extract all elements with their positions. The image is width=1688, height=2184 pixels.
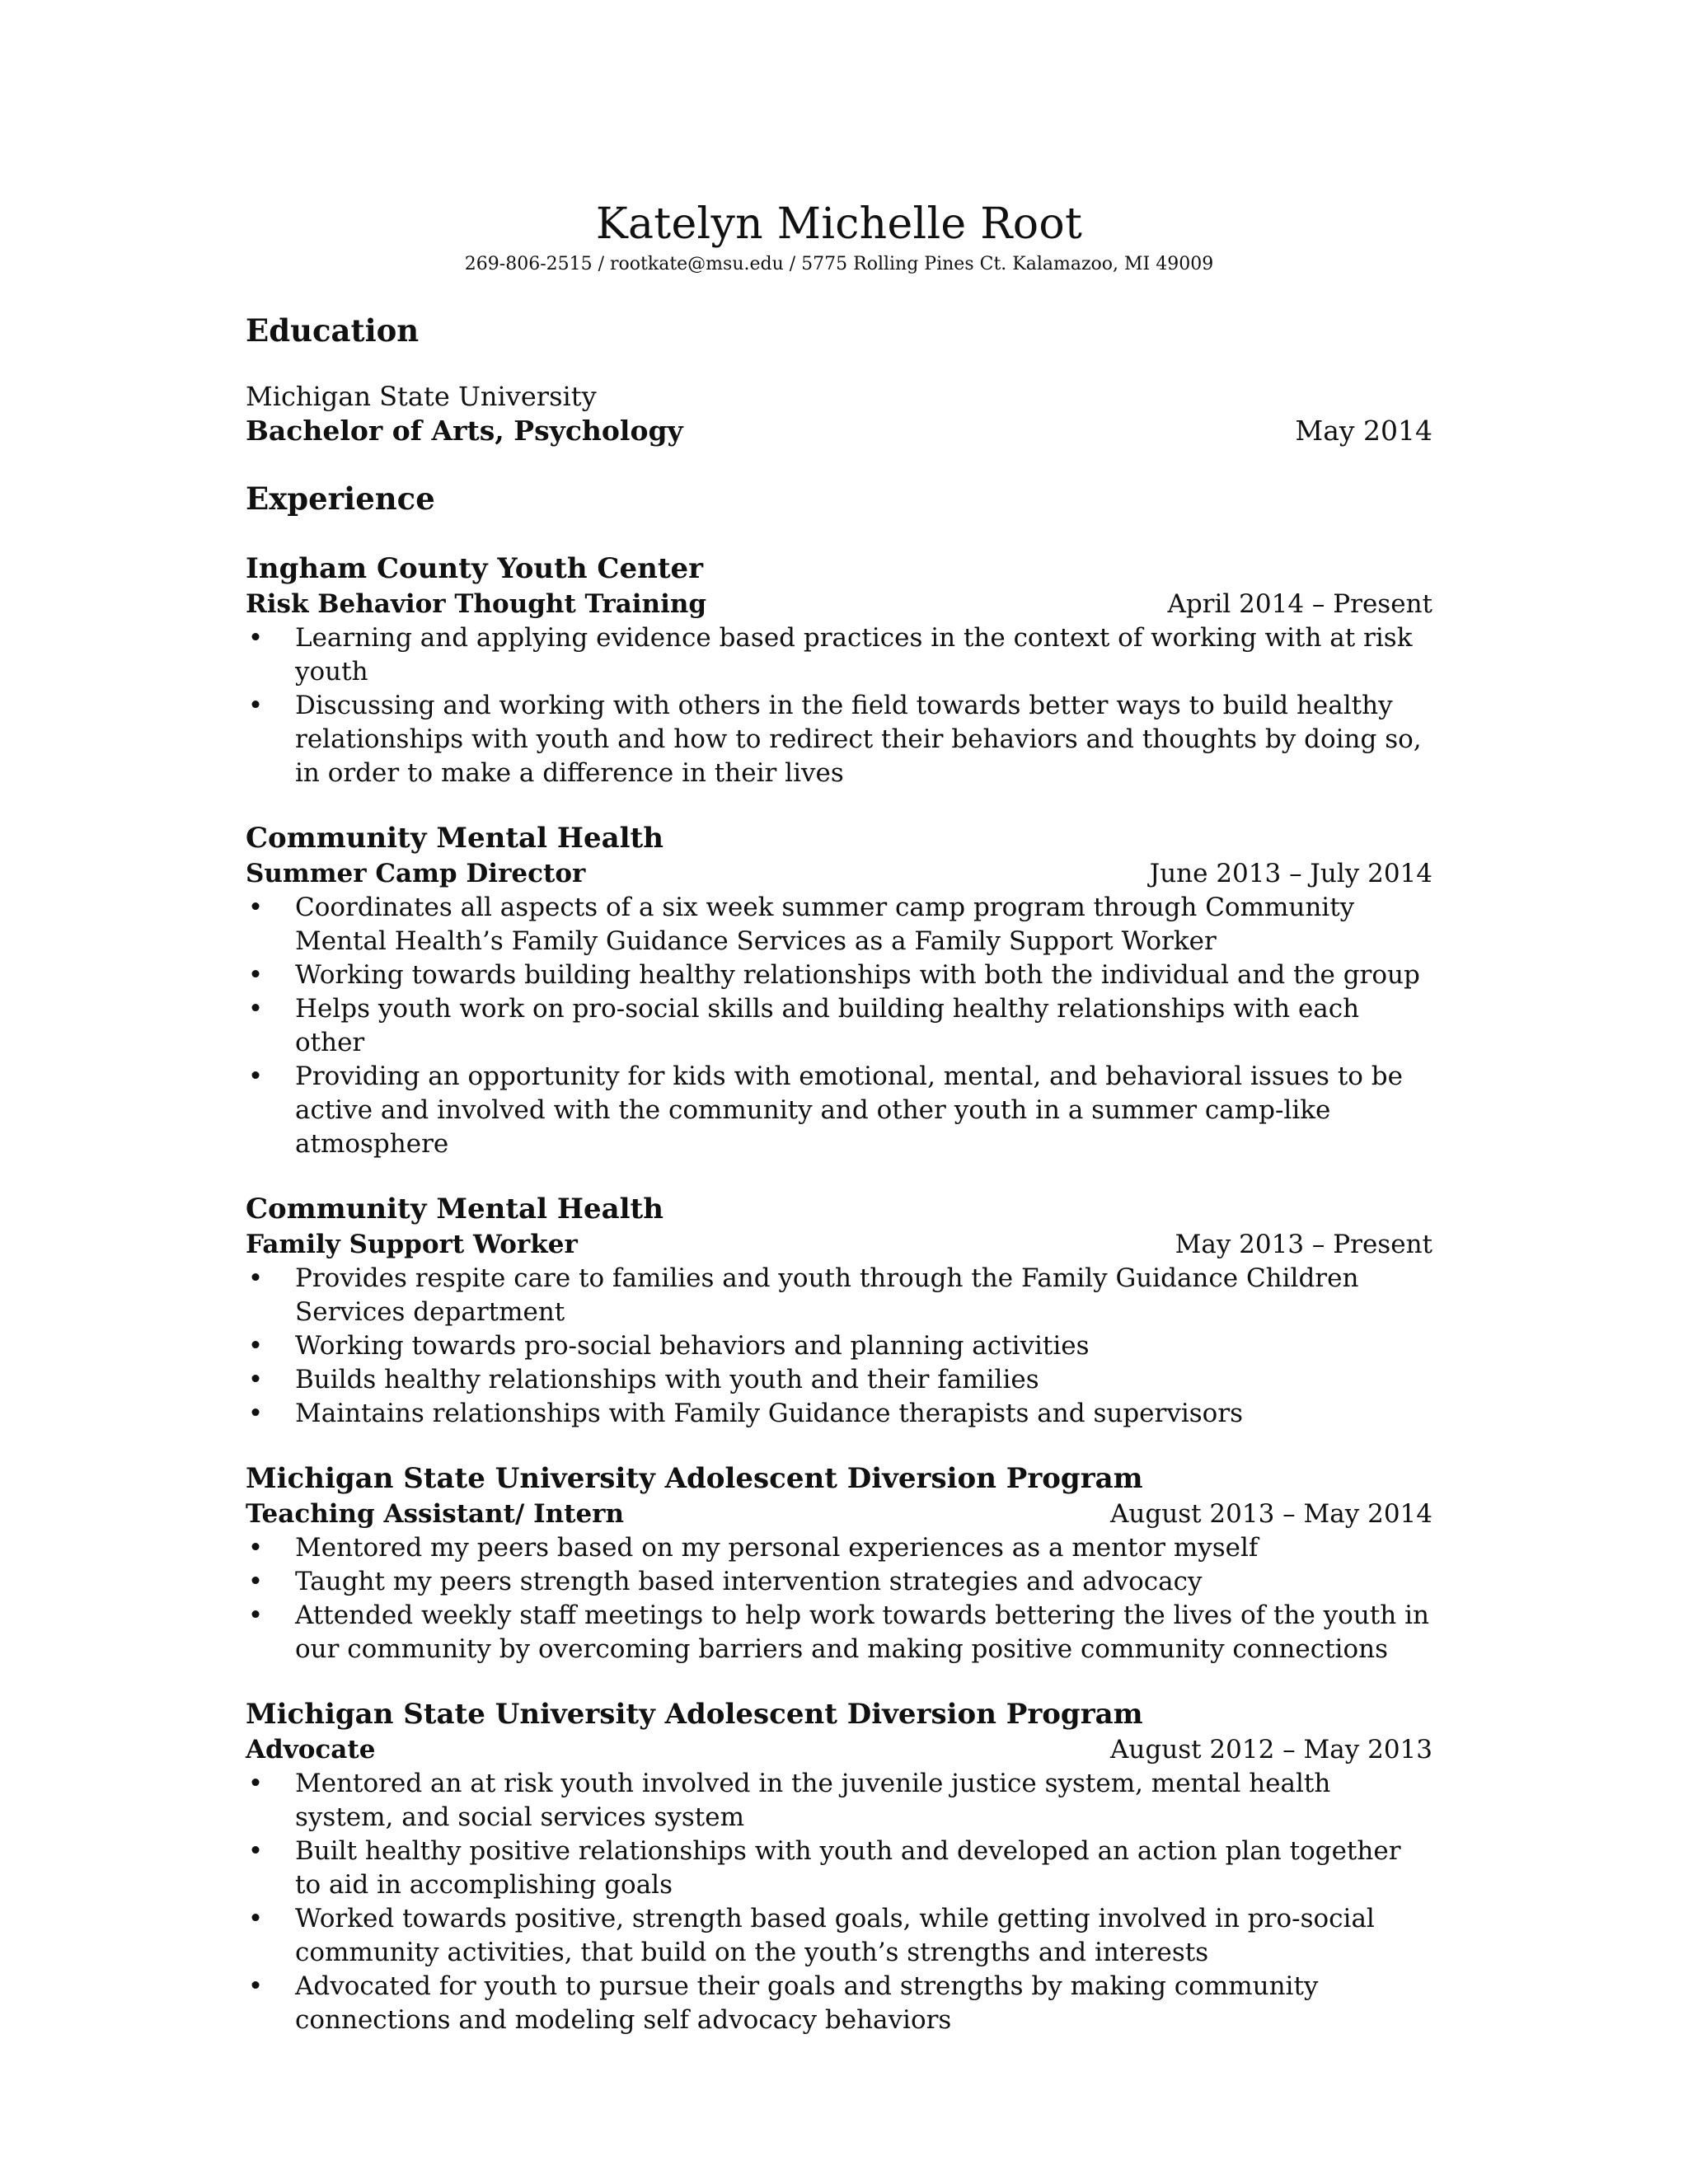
job-organization: Michigan State University Adolescent Diversion Program — [246, 1462, 1143, 1495]
list-item: • Built healthy positive relationships with youth and developed an action plan together to aid in accomplishing goals — [247, 1836, 1401, 1900]
job-organization: Ingham County Youth Center — [246, 552, 704, 585]
job-organization: Michigan State University Adolescent Diversion Program — [246, 1698, 1143, 1731]
job-dates: August 2012 – May 2013 — [1110, 1735, 1432, 1765]
job-role-row — [246, 1227, 1432, 1262]
bullet-icon: • — [247, 1331, 264, 1361]
list-item: • Builds healthy relationships with youth and their families — [246, 1363, 1432, 1397]
bullet-icon: • — [247, 1769, 264, 1798]
bullet-icon: • — [247, 994, 264, 1024]
bullet-icon: • — [247, 1567, 264, 1596]
list-item: • Coordinates all aspects of a six week summer camp program through Community Mental Health’s Family Guidance Services as a Family Support Worker — [247, 893, 1355, 956]
resume-header — [246, 198, 1432, 277]
job-role-row — [246, 587, 1432, 621]
list-item: • Maintains relationships with Family Guidance therapists and supervisors — [246, 1397, 1432, 1431]
candidate-name: Katelyn Michelle Root — [595, 199, 1083, 249]
job-bullets — [246, 891, 1432, 1161]
education-heading: Education — [246, 312, 420, 349]
list-item: • Providing an opportunity for kids with emotional, mental, and behavioral issues to be active and involved with the community and other youth in a summer camp-like atmosphere — [247, 1062, 1403, 1159]
job-entry — [246, 1460, 1432, 1666]
list-item: • Working towards building healthy relationships with both the individual and the group — [246, 958, 1432, 992]
bullet-icon: • — [247, 893, 264, 922]
resume-page — [246, 198, 1432, 2037]
job-bullets — [246, 1531, 1432, 1666]
school-name: Michigan State University — [246, 381, 597, 412]
degree-row — [246, 414, 1432, 448]
job-bullets — [246, 621, 1432, 790]
bullet-icon: • — [247, 960, 264, 990]
bullet-icon: • — [247, 1365, 264, 1394]
list-item: • Taught my peers strength based intervention strategies and advocacy — [246, 1565, 1432, 1599]
job-role: Advocate — [246, 1735, 376, 1765]
degree: Bachelor of Arts, Psychology — [246, 415, 683, 447]
list-item: • Attended weekly staff meetings to help work towards bettering the lives of the youth in our community by overcoming barriers and making positive community connections — [247, 1601, 1429, 1664]
bullet-icon: • — [247, 1971, 264, 2001]
job-role: Risk Behavior Thought Training — [246, 589, 707, 619]
contact-info: 269-806-2515 / rootkate@msu.edu / 5775 Rolling Pines Ct. Kalamazoo, MI 49009 — [464, 254, 1214, 274]
job-role: Family Support Worker — [246, 1230, 578, 1259]
job-organization: Community Mental Health — [246, 1193, 663, 1226]
list-item: • Mentored my peers based on my personal experiences as a mentor myself — [246, 1531, 1432, 1565]
job-role: Summer Camp Director — [246, 859, 586, 888]
job-dates: June 2013 – July 2014 — [1149, 859, 1432, 888]
bullet-icon: • — [247, 1062, 264, 1091]
job-entry — [246, 1191, 1432, 1431]
bullet-icon: • — [247, 1904, 264, 1933]
bullet-icon: • — [247, 1836, 264, 1866]
bullet-icon: • — [247, 1399, 264, 1428]
list-item: • Helps youth work on pro-social skills and building healthy relationships with each other — [247, 994, 1360, 1057]
job-entry — [246, 551, 1432, 790]
bullet-icon: • — [247, 1601, 264, 1630]
job-dates: May 2013 – Present — [1175, 1230, 1432, 1259]
job-role-row — [246, 856, 1432, 891]
list-item: • Learning and applying evidence based practices in the context of working with at risk youth — [247, 623, 1413, 687]
job-dates: August 2013 – May 2014 — [1110, 1499, 1432, 1529]
list-item: • Discussing and working with others in the field towards better ways to build healthy relationships with youth and how to redirect their behaviors and thoughts by doing so, in order to make a difference in their lives — [247, 691, 1422, 788]
experience-heading: Experience — [246, 480, 435, 517]
bullet-icon: • — [247, 691, 264, 720]
list-item: • Working towards pro-social behaviors and planning activities — [246, 1329, 1432, 1363]
bullet-icon: • — [247, 623, 264, 653]
list-item: • Provides respite care to families and youth through the Family Guidance Children Services department — [247, 1263, 1359, 1327]
job-entry — [246, 820, 1432, 1161]
bullet-icon: • — [247, 1533, 264, 1563]
list-item: • Worked towards positive, strength based goals, while getting involved in pro-social community activities, that build on the youth’s strengths and interests — [247, 1904, 1375, 1967]
job-bullets — [246, 1767, 1432, 2037]
job-role: Teaching Assistant/ Intern — [246, 1499, 625, 1529]
job-entry — [246, 1696, 1432, 2037]
job-role-row — [246, 1497, 1432, 1531]
list-item: • Mentored an at risk youth involved in the juvenile justice system, mental health system, and social services system — [247, 1769, 1331, 1832]
list-item: • Advocated for youth to pursue their goals and strengths by making community connections and modeling self advocacy behaviors — [247, 1971, 1319, 2035]
job-bullets — [246, 1262, 1432, 1431]
job-role-row — [246, 1732, 1432, 1767]
job-organization: Community Mental Health — [246, 822, 663, 855]
job-dates: April 2014 – Present — [1167, 589, 1432, 619]
degree-date: May 2014 — [1295, 415, 1432, 447]
bullet-icon: • — [247, 1263, 264, 1293]
